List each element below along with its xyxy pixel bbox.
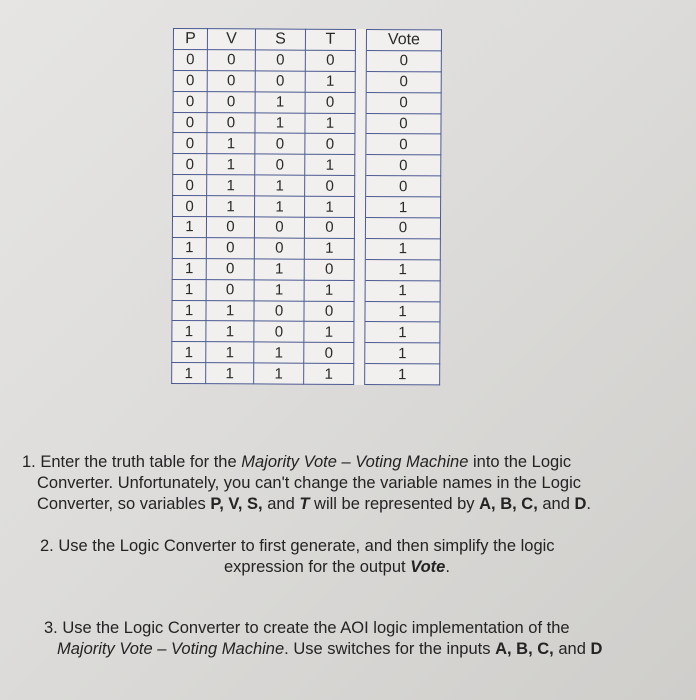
column-gap: [354, 280, 365, 301]
column-gap: [355, 50, 366, 71]
table-row: [172, 300, 440, 322]
table-row: [173, 196, 441, 218]
step-3-line-1: [44, 618, 684, 639]
cell-s: 0: [254, 321, 304, 342]
cell-p: 1: [172, 279, 206, 300]
truth-table: [171, 28, 442, 386]
step-2-line-2: [40, 557, 680, 578]
cell-t: 0: [305, 50, 355, 71]
column-gap: [354, 238, 365, 259]
cell-t: 0: [304, 217, 354, 238]
step-3-var-d: D: [590, 640, 603, 658]
cell-vote: 1: [365, 364, 440, 385]
cell-s: 0: [255, 154, 305, 175]
cell-s: 1: [254, 259, 304, 280]
cell-p: 1: [172, 300, 206, 321]
step-3-abc: A, B, C,: [495, 640, 554, 658]
cell-vote: 1: [365, 280, 440, 301]
cell-p: 0: [173, 175, 207, 196]
cell-vote: 0: [366, 71, 441, 92]
cell-p: 1: [172, 342, 206, 363]
step-1-text-h: .: [586, 495, 592, 513]
column-gap: [355, 71, 366, 92]
cell-v: 0: [207, 50, 255, 71]
cell-s: 1: [255, 175, 305, 196]
step-1-text-d: Converter, so variables: [37, 495, 211, 513]
step-2-number: 2.: [40, 537, 54, 555]
cell-v: 1: [207, 154, 255, 175]
table-row: [173, 49, 441, 71]
cell-v: 1: [206, 363, 254, 384]
step-1-text-e: and: [262, 495, 300, 513]
cell-v: 0: [207, 112, 255, 133]
cell-t: 1: [304, 238, 354, 259]
table-row: [172, 342, 440, 364]
column-gap: [355, 197, 366, 218]
table-row: [173, 133, 441, 155]
cell-vote: 0: [366, 134, 441, 155]
table-row: [173, 70, 441, 92]
cell-v: 1: [207, 133, 255, 154]
step-1-text-a: Enter the truth table for the: [40, 453, 242, 471]
cell-s: 0: [254, 238, 304, 259]
column-gap: [354, 343, 365, 364]
step-1-text-b: into the Logic: [468, 453, 572, 471]
cell-v: 0: [206, 238, 254, 259]
step-3-text-a: Use the Logic Converter to create the AOI logic implementation of the: [62, 619, 570, 637]
cell-v: 1: [206, 342, 254, 363]
step-2-text-c: .: [445, 558, 450, 576]
cell-t: 0: [304, 343, 354, 364]
cell-v: 0: [206, 217, 254, 238]
table-row: [173, 154, 441, 176]
step-1-number: 1.: [22, 453, 36, 471]
table-row: [172, 279, 440, 301]
column-gap: [355, 134, 366, 155]
cell-v: 1: [206, 300, 254, 321]
header-t: T: [305, 29, 355, 50]
column-gap: [355, 176, 366, 197]
cell-t: 0: [304, 259, 354, 280]
cell-s: 0: [255, 133, 305, 154]
step-3-title: Majority Vote – Voting Machine: [57, 640, 285, 658]
cell-v: 0: [207, 70, 255, 91]
step-1-var-t: T: [299, 495, 310, 513]
column-gap: [354, 322, 365, 343]
cell-p: 1: [172, 258, 206, 279]
column-gap: [354, 217, 365, 238]
cell-v: 1: [207, 196, 255, 217]
cell-s: 0: [254, 301, 304, 322]
cell-vote: 0: [366, 113, 441, 134]
cell-t: 1: [304, 363, 354, 384]
step-1-text-f: will be represented by: [309, 495, 480, 513]
cell-t: 0: [304, 301, 354, 322]
cell-v: 1: [207, 175, 255, 196]
step-1-line-3: [22, 494, 682, 515]
cell-t: 1: [305, 196, 355, 217]
step-2-text-b: expression for the output: [224, 558, 411, 576]
cell-s: 1: [254, 342, 304, 363]
cell-s: 1: [254, 363, 304, 384]
cell-t: 1: [305, 113, 355, 134]
cell-p: 1: [172, 217, 206, 238]
header-vote: Vote: [366, 30, 441, 51]
table-header-row: [173, 29, 441, 51]
step-1-line-1: [22, 452, 682, 473]
table-body: [172, 49, 442, 385]
cell-vote: 0: [366, 176, 441, 197]
step-3-text-b: . Use switches for the inputs: [284, 640, 496, 658]
cell-v: 0: [207, 91, 255, 112]
cell-vote: 1: [365, 322, 440, 343]
cell-s: 0: [255, 50, 305, 71]
cell-t: 1: [305, 155, 355, 176]
column-gap: [354, 364, 365, 385]
step-3-number: 3.: [44, 619, 58, 637]
cell-vote: 1: [365, 238, 440, 259]
step-1-title: Majority Vote – Voting Machine: [241, 453, 469, 471]
cell-vote: 1: [365, 301, 440, 322]
cell-p: 0: [173, 196, 207, 217]
cell-t: 0: [305, 175, 355, 196]
header-p: P: [173, 29, 207, 50]
cell-p: 1: [172, 363, 206, 384]
cell-s: 1: [255, 196, 305, 217]
cell-vote: 1: [365, 259, 440, 280]
cell-p: 0: [173, 154, 207, 175]
column-gap: [355, 113, 366, 134]
cell-p: 1: [172, 237, 206, 258]
cell-vote: 1: [365, 343, 440, 364]
cell-p: 0: [173, 133, 207, 154]
table-row: [172, 258, 440, 280]
cell-v: 1: [206, 321, 254, 342]
table-row: [172, 237, 440, 259]
table-row: [173, 175, 441, 197]
cell-p: 0: [173, 70, 207, 91]
cell-p: 0: [173, 49, 207, 70]
instruction-step-2: [40, 536, 680, 578]
step-2-line-1: [40, 536, 680, 557]
cell-v: 0: [206, 258, 254, 279]
column-gap: [354, 259, 365, 280]
cell-vote: 0: [366, 50, 441, 71]
cell-p: 0: [173, 91, 207, 112]
cell-vote: 1: [366, 197, 441, 218]
table-row: [172, 363, 440, 385]
header-s: S: [255, 29, 305, 50]
step-3-line-2: [44, 639, 684, 660]
cell-t: 1: [305, 71, 355, 92]
step-1-line-2: Converter. Unfortunately, you can't change the variable names in the Logic: [37, 474, 582, 492]
cell-t: 1: [304, 280, 354, 301]
column-gap: [355, 92, 366, 113]
step-1-text-g: and: [537, 495, 575, 513]
cell-t: 0: [305, 134, 355, 155]
step-1-abc: A, B, C,: [479, 495, 538, 513]
cell-t: 0: [305, 92, 355, 113]
step-2-text-a: Use the Logic Converter to first generate, and then simplify the logic: [58, 537, 555, 555]
cell-s: 1: [255, 92, 305, 113]
table-row: [173, 112, 441, 134]
step-1-vars: P, V, S,: [210, 495, 263, 513]
column-gap: [355, 155, 366, 176]
cell-vote: 0: [365, 218, 440, 239]
cell-s: 0: [254, 217, 304, 238]
cell-p: 0: [173, 112, 207, 133]
cell-s: 1: [255, 112, 305, 133]
cell-s: 0: [255, 71, 305, 92]
cell-vote: 0: [366, 155, 441, 176]
cell-vote: 0: [366, 92, 441, 113]
step-1-var-d: D: [574, 495, 587, 513]
instruction-step-3: [44, 618, 684, 660]
column-gap: [354, 301, 365, 322]
cell-p: 1: [172, 321, 206, 342]
table-row: [172, 321, 440, 343]
cell-s: 1: [254, 280, 304, 301]
cell-v: 0: [206, 279, 254, 300]
table-row: [172, 217, 440, 239]
step-3-text-c: and: [553, 640, 591, 658]
instruction-step-1: [22, 452, 682, 515]
cell-t: 1: [304, 322, 354, 343]
table-row: [173, 91, 441, 113]
column-gap: [355, 29, 366, 50]
header-v: V: [207, 29, 255, 50]
step-2-vote: Vote: [410, 558, 446, 576]
